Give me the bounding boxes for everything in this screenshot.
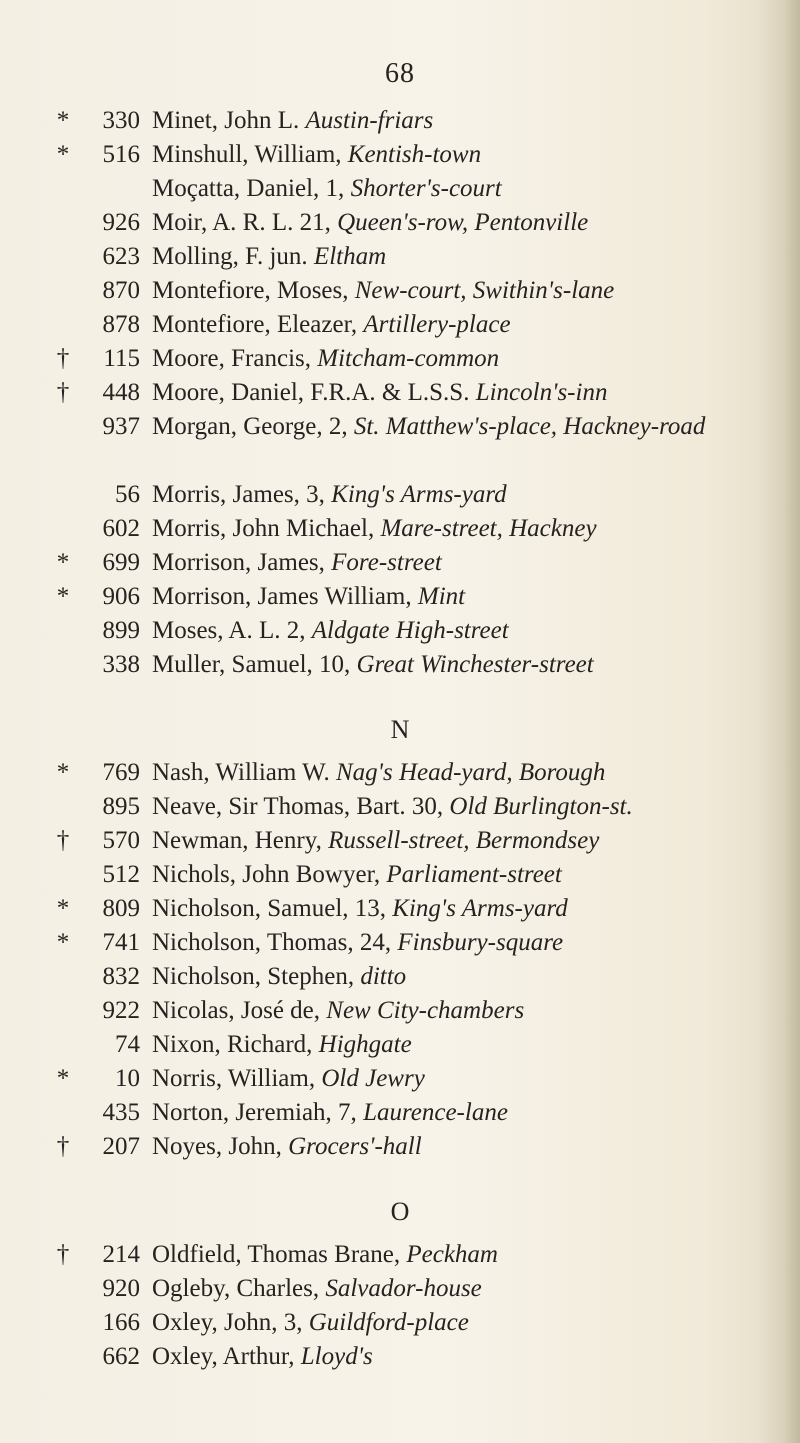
entry-mark: † — [56, 379, 70, 406]
entry-address: Nag's Head-yard, Borough — [335, 759, 606, 786]
entry-number: 922 — [102, 997, 140, 1024]
entry-number: 166 — [102, 1309, 140, 1336]
entry-mark: * — [56, 1065, 70, 1092]
entry-number: 10 — [115, 1065, 140, 1092]
entry-number: 906 — [102, 583, 140, 610]
entry-number: 920 — [102, 1275, 140, 1302]
entry-text — [152, 580, 800, 614]
entry-text — [152, 892, 800, 926]
entry-text — [152, 410, 800, 444]
entry-name: Newman, Henry, — [152, 827, 322, 854]
entry-name: Noyes, John, — [152, 1133, 282, 1160]
entry-number: 207 — [102, 1133, 140, 1160]
entry-name: Moore, Daniel, F.R.A. & L.S.S. — [152, 379, 470, 406]
entry-address: Grocers'-hall — [288, 1133, 422, 1160]
list-item — [0, 240, 800, 274]
entry-address: Mare-street, Hackney — [380, 515, 597, 542]
list-item — [0, 104, 800, 138]
list-item — [0, 1238, 800, 1272]
list-item — [0, 648, 800, 682]
entry-number: 832 — [102, 963, 140, 990]
entry-text — [152, 1062, 800, 1096]
entry-address: Lincoln's-inn — [475, 379, 608, 406]
entry-number: 516 — [102, 141, 140, 168]
entry-address: Laurence-lane — [363, 1099, 508, 1126]
list-item — [0, 1028, 800, 1062]
list-item — [0, 1062, 800, 1096]
entry-address: Mint — [417, 583, 466, 610]
list-item — [0, 824, 800, 858]
entry-text — [152, 1272, 800, 1306]
entry-number: 699 — [102, 549, 140, 576]
entry-name: Norton, Jeremiah, 7, — [152, 1099, 357, 1126]
list-item — [0, 376, 800, 410]
member-list — [0, 104, 800, 1374]
entry-text — [152, 614, 800, 648]
entry-text — [152, 138, 800, 172]
list-item — [0, 1130, 800, 1164]
list-item — [0, 512, 800, 546]
entry-mark: * — [56, 895, 70, 922]
entry-address: Lloyd's — [300, 1343, 373, 1370]
list-item — [0, 1096, 800, 1130]
entry-number: 214 — [102, 1241, 140, 1268]
list-item — [0, 1306, 800, 1340]
entry-number: 74 — [115, 1031, 140, 1058]
entry-address: Austin-friars — [305, 107, 434, 134]
entry-number: 448 — [102, 379, 140, 406]
list-item — [0, 614, 800, 648]
entry-address: Fore-street — [331, 549, 442, 576]
entry-number: 435 — [102, 1099, 140, 1126]
entry-name: Norris, William, — [152, 1065, 316, 1092]
list-item — [0, 790, 800, 824]
entry-number: 769 — [102, 759, 140, 786]
entry-name: Nash, William W. — [152, 759, 330, 786]
list-item — [0, 342, 800, 376]
entry-text — [152, 546, 800, 580]
entry-text — [152, 1130, 800, 1164]
entry-name: Moçatta, Daniel, 1, — [152, 175, 345, 202]
entry-name: Nixon, Richard, — [152, 1031, 313, 1058]
entry-address: Parliament-street — [386, 861, 562, 888]
entry-text — [152, 926, 800, 960]
entry-name: Nicholson, Thomas, 24, — [152, 929, 392, 956]
entry-address: Artillery-place — [363, 311, 511, 338]
entry-text — [152, 512, 800, 546]
entry-address: Finsbury-square — [397, 929, 564, 956]
entry-address: St. Matthew's-place, Hackney-road — [353, 413, 706, 440]
entry-text — [152, 206, 800, 240]
entry-name: Morrison, James William, — [152, 583, 412, 610]
section-letter: O — [390, 1197, 410, 1226]
entry-text — [152, 342, 800, 376]
entry-name: Oldfield, Thomas Brane, — [152, 1241, 401, 1268]
entry-name: Nicholson, Stephen, — [152, 963, 355, 990]
entry-text — [152, 104, 800, 138]
list-item — [0, 274, 800, 308]
entry-text — [152, 172, 800, 206]
entry-text — [152, 274, 800, 308]
entry-address: Aldgate High-street — [311, 617, 509, 644]
entry-mark: * — [56, 929, 70, 956]
entry-name: Oxley, John, 3, — [152, 1309, 303, 1336]
entry-number: 570 — [102, 827, 140, 854]
entry-name: Oxley, Arthur, — [152, 1343, 295, 1370]
entry-mark: † — [56, 827, 70, 854]
entry-address: Mitcham-common — [317, 345, 500, 372]
entry-mark: * — [56, 759, 70, 786]
entry-number: 623 — [102, 243, 140, 270]
list-item — [0, 172, 800, 206]
entry-address: King's Arms-yard — [392, 895, 568, 922]
entry-address: Old Burlington-st. — [449, 793, 633, 820]
entry-address: Shorter's-court — [350, 175, 502, 202]
entry-name: Moore, Francis, — [152, 345, 311, 372]
entry-text — [152, 376, 800, 410]
list-item — [0, 206, 800, 240]
entry-name: Neave, Sir Thomas, Bart. 30, — [152, 793, 444, 820]
list-item — [0, 926, 800, 960]
entry-number: 899 — [102, 617, 140, 644]
entry-address: New City-chambers — [326, 997, 525, 1024]
entry-address: Old Jewry — [321, 1065, 425, 1092]
entry-number: 809 — [102, 895, 140, 922]
entry-text — [152, 960, 800, 994]
entry-number: 870 — [102, 277, 140, 304]
entry-name: Moses, A. L. 2, — [152, 617, 306, 644]
entry-name: Molling, F. jun. — [152, 243, 308, 270]
entry-text — [152, 790, 800, 824]
entry-address: Kentish-town — [347, 141, 482, 168]
entry-name: Morris, James, 3, — [152, 481, 325, 508]
list-item — [0, 858, 800, 892]
list-item — [0, 410, 800, 478]
entry-address: ditto — [360, 963, 407, 990]
entry-name: Nichols, John Bowyer, — [152, 861, 381, 888]
entry-text — [152, 1340, 800, 1374]
entry-address: Peckham — [406, 1241, 498, 1268]
entry-text — [152, 756, 800, 790]
entry-number: 895 — [102, 793, 140, 820]
entry-mark: * — [56, 141, 70, 168]
entry-name: Moir, A. R. L. 21, — [152, 209, 331, 236]
entry-text — [152, 994, 800, 1028]
list-item — [0, 308, 800, 342]
list-item — [0, 756, 800, 790]
entry-mark: * — [56, 583, 70, 610]
list-item — [0, 994, 800, 1028]
entry-name: Nicholson, Samuel, 13, — [152, 895, 387, 922]
entry-address: Great Winchester-street — [356, 651, 594, 678]
entry-name: Morrison, James, — [152, 549, 325, 576]
entry-address: Salvador-house — [325, 1275, 482, 1302]
entry-number: 662 — [102, 1343, 140, 1370]
entry-text — [152, 1096, 800, 1130]
entry-name: Morris, John Michael, — [152, 515, 375, 542]
entry-address: Russell-street, Bermondsey — [328, 827, 600, 854]
list-item — [0, 546, 800, 580]
entry-number: 338 — [102, 651, 140, 678]
entry-name: Minet, John L. — [152, 107, 300, 134]
entry-text — [152, 1028, 800, 1062]
entry-name: Montefiore, Moses, — [152, 277, 349, 304]
list-item — [0, 478, 800, 512]
entry-mark: † — [56, 1241, 70, 1268]
entry-address: King's Arms-yard — [331, 481, 507, 508]
page-number: 68 — [385, 58, 415, 89]
entry-number: 926 — [102, 209, 140, 236]
entry-number: 330 — [102, 107, 140, 134]
list-item — [0, 580, 800, 614]
entry-name: Nicolas, José de, — [152, 997, 321, 1024]
entry-name: Minshull, William, — [152, 141, 342, 168]
entry-text — [152, 1238, 800, 1272]
entry-number: 937 — [102, 413, 140, 440]
entry-number: 602 — [102, 515, 140, 542]
entry-text — [152, 240, 800, 274]
entry-mark: † — [56, 345, 70, 372]
entry-address: New-court, Swithin's-lane — [354, 277, 615, 304]
entry-number: 878 — [102, 311, 140, 338]
entry-number: 115 — [103, 345, 140, 372]
section-letter: N — [390, 715, 410, 744]
entry-name: Montefiore, Eleazer, — [152, 311, 358, 338]
entry-number: 512 — [102, 861, 140, 888]
list-item — [0, 1340, 800, 1374]
entry-address: Guildford-place — [308, 1309, 469, 1336]
entry-address: Queen's-row, Pentonville — [337, 209, 589, 236]
entry-name: Morgan, George, 2, — [152, 413, 348, 440]
entry-text — [152, 824, 800, 858]
list-item — [0, 138, 800, 172]
entry-text — [152, 1306, 800, 1340]
entry-number: 741 — [102, 929, 140, 956]
entry-text — [152, 308, 800, 342]
entry-text — [152, 648, 800, 682]
entry-mark: * — [56, 549, 70, 576]
list-item — [0, 960, 800, 994]
entry-address: Highgate — [318, 1031, 412, 1058]
entry-address: Eltham — [313, 243, 387, 270]
entry-name: Ogleby, Charles, — [152, 1275, 320, 1302]
entry-text — [152, 478, 800, 512]
list-item — [0, 892, 800, 926]
entry-text — [152, 858, 800, 892]
list-item — [0, 1272, 800, 1306]
entry-name: Muller, Samuel, 10, — [152, 651, 351, 678]
entry-mark: † — [56, 1133, 70, 1160]
entry-number: 56 — [115, 481, 140, 508]
entry-mark: * — [56, 107, 70, 134]
